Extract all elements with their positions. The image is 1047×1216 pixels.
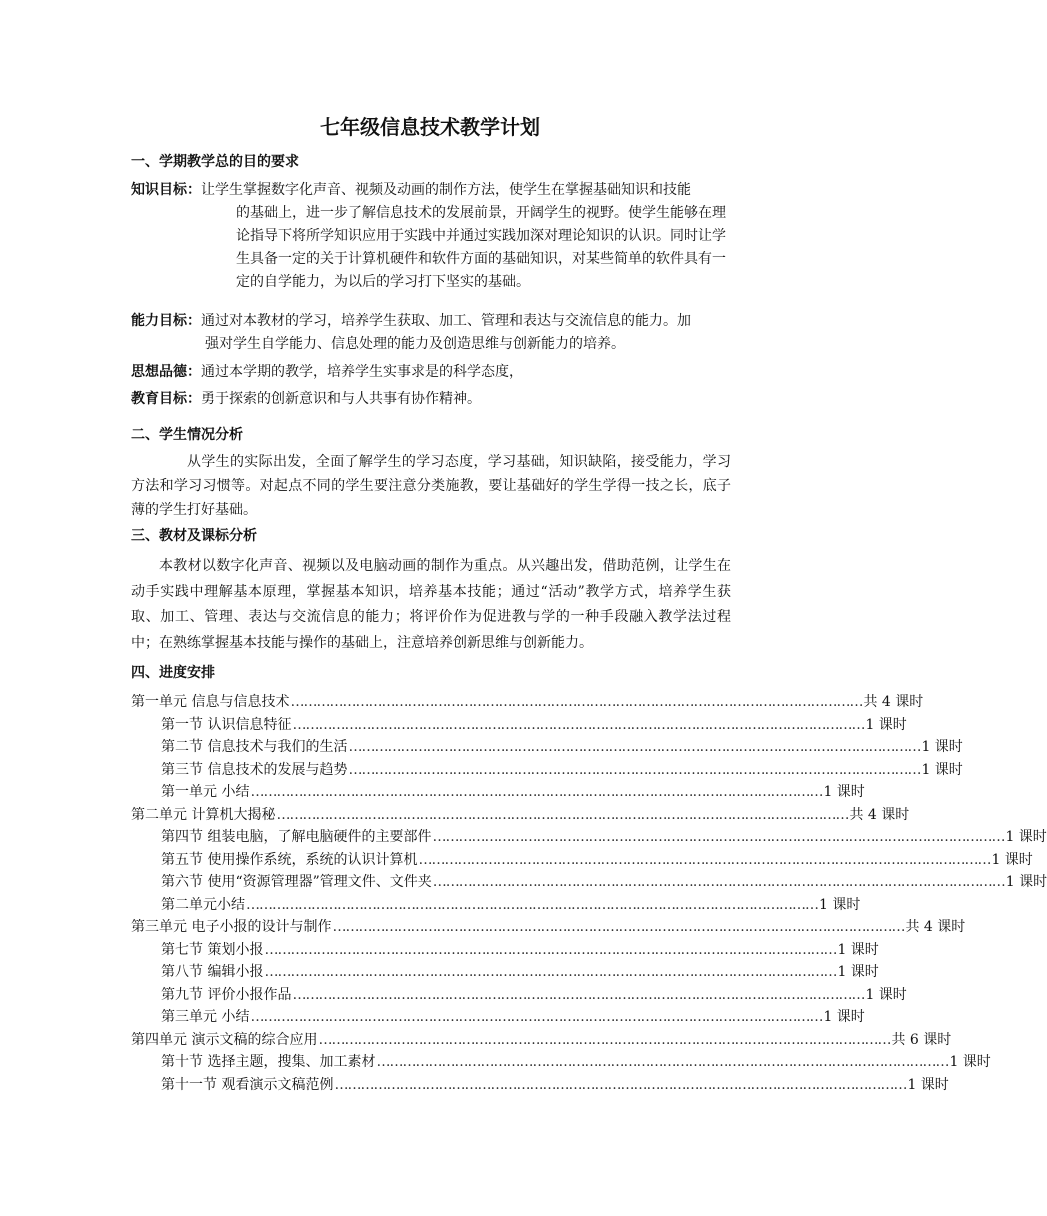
leader-dots: …………………………………………………………………………………………………………………… bbox=[432, 829, 1005, 845]
education-goal bbox=[131, 388, 731, 411]
schedule-item-label: 第四单元 演示文稿的综合应用 bbox=[131, 1031, 318, 1048]
schedule-item-label: 第三单元 电子小报的设计与制作 bbox=[131, 919, 332, 935]
schedule-section-row bbox=[131, 984, 907, 1007]
schedule-item-label: 第一单元 信息与信息技术 bbox=[131, 694, 290, 710]
schedule-item-label: 第三节 信息技术的发展与趋势 bbox=[161, 761, 348, 778]
schedule-item-label: 第三单元 小结 bbox=[161, 1009, 250, 1025]
leader-dots: …………………………………………………………………………………………………………………… bbox=[290, 694, 863, 710]
leader-dots: …………………………………………………………………………………………………………………… bbox=[376, 1054, 949, 1070]
leader-dots: …………………………………………………………………………………………………………………… bbox=[332, 919, 905, 935]
schedule-item-hours: 共 6 课时 bbox=[891, 1031, 952, 1048]
education-goal-text: 勇于探索的创新意识和与人共事有协作精神。 bbox=[201, 391, 481, 407]
leader-dots: …………………………………………………………………………………………………………………… bbox=[418, 851, 991, 868]
schedule-item-label: 第八节 编辑小报 bbox=[161, 964, 264, 980]
schedule-item-hours: 1 课时 bbox=[865, 716, 907, 733]
leader-dots: …………………………………………………………………………………………………………………… bbox=[250, 784, 823, 800]
leader-dots: …………………………………………………………………………………………………………………… bbox=[292, 986, 865, 1003]
section1-heading: 一、学期教学总的目的要求 bbox=[131, 154, 299, 170]
schedule-unit-row bbox=[131, 804, 910, 827]
knowledge-goal-first-line: 让学生掌握数字化声音、视频及动画的制作方法，使学生在掌握基础知识和技能 bbox=[201, 182, 691, 198]
schedule-item-hours: 1 课时 bbox=[1005, 874, 1047, 890]
knowledge-goal bbox=[131, 179, 731, 294]
schedule-item-hours: 1 课时 bbox=[1005, 829, 1047, 845]
knowledge-goal-text: 的基础上，进一步了解信息技术的发展前景，开阔学生的视野。使学生能够在理论指导下将所学知识应用于实践中并通过实践加深对理论知识的认识。同时让学生具备一定的关于计算机硬件和软件方面的基础知识，对某些简单的软件具有一定的自学能力，为以后的学习打下坚实的基础。 bbox=[236, 205, 726, 290]
schedule-item-hours: 1 课时 bbox=[837, 941, 879, 958]
schedule-list bbox=[131, 691, 1047, 1096]
section4-heading: 四、进度安排 bbox=[131, 665, 215, 681]
schedule-section-row bbox=[131, 894, 861, 917]
leader-dots: …………………………………………………………………………………………………………………… bbox=[276, 806, 849, 823]
schedule-section-row bbox=[131, 1051, 991, 1074]
schedule-item-hours: 1 课时 bbox=[837, 964, 879, 980]
section3-paragraph: 本教材以数字化声音、视频以及电脑动画的制作为重点。从兴趣出发，借助范例，让学生在动手实践中理解基本原理，掌握基本知识，培养基本技能；通过“活动”教学方式，培养学生获取、加工、管理、表达与交流信息的能力；将评价作为促进教与学的一种手段融入教学法过程中；在熟练掌握基本技能与操作的基础上，注意培养创新思维与创新能力。 bbox=[131, 558, 731, 651]
schedule-section-row bbox=[131, 849, 1033, 872]
schedule-item-hours: 1 课时 bbox=[921, 761, 963, 778]
ability-goal-label: 能力目标： bbox=[131, 313, 201, 329]
schedule-unit-row bbox=[131, 1029, 952, 1052]
schedule-item-label: 第七节 策划小报 bbox=[161, 941, 264, 958]
education-goal-label: 教育目标： bbox=[131, 391, 201, 407]
schedule-unit-row bbox=[131, 691, 924, 714]
leader-dots: …………………………………………………………………………………………………………………… bbox=[348, 739, 921, 755]
schedule-item-hours: 1 课时 bbox=[907, 1076, 949, 1093]
schedule-section-row bbox=[131, 871, 1047, 894]
schedule-section-row bbox=[131, 759, 963, 782]
schedule-item-label: 第四节 组装电脑，了解电脑硬件的主要部件 bbox=[161, 829, 432, 845]
schedule-section-row bbox=[131, 1074, 949, 1097]
schedule-item-label: 第二单元小结 bbox=[161, 896, 245, 913]
schedule-section-row bbox=[131, 939, 879, 962]
schedule-item-hours: 共 4 课时 bbox=[905, 919, 966, 935]
leader-dots: …………………………………………………………………………………………………………………… bbox=[264, 964, 837, 980]
schedule-section-row bbox=[131, 736, 963, 759]
ability-goal bbox=[131, 310, 731, 356]
schedule-item-hours: 1 课时 bbox=[819, 896, 861, 913]
schedule-item-label: 第五节 使用操作系统，系统的认识计算机 bbox=[161, 851, 418, 868]
schedule-section-row bbox=[131, 714, 907, 737]
schedule-section-row bbox=[131, 781, 865, 804]
schedule-item-label: 第六节 使用“资源管理器”管理文件、文件夹 bbox=[161, 874, 432, 890]
schedule-item-hours: 1 课时 bbox=[991, 851, 1033, 868]
schedule-item-label: 第二单元 计算机大揭秘 bbox=[131, 806, 276, 823]
schedule-item-hours: 1 课时 bbox=[921, 739, 963, 755]
schedule-item-hours: 1 课时 bbox=[949, 1054, 991, 1070]
schedule-unit-row bbox=[131, 916, 966, 939]
document-title: 七年级信息技术教学计划 bbox=[320, 115, 540, 139]
schedule-item-label: 第十一节 观看演示文稿范例 bbox=[161, 1076, 334, 1093]
schedule-item-label: 第一单元 小结 bbox=[161, 784, 250, 800]
knowledge-goal-label: 知识目标： bbox=[131, 182, 201, 198]
leader-dots: …………………………………………………………………………………………………………………… bbox=[432, 874, 1005, 890]
leader-dots: …………………………………………………………………………………………………………………… bbox=[250, 1009, 823, 1025]
schedule-item-label: 第十节 选择主题，搜集、加工素材 bbox=[161, 1054, 376, 1070]
moral-goal-text: 通过本学期的教学，培养学生实事求是的科学态度， bbox=[201, 364, 523, 380]
leader-dots: …………………………………………………………………………………………………………………… bbox=[264, 941, 837, 958]
schedule-item-hours: 1 课时 bbox=[865, 986, 907, 1003]
schedule-item-hours: 1 课时 bbox=[823, 1009, 865, 1025]
schedule-item-label: 第二节 信息技术与我们的生活 bbox=[161, 739, 348, 755]
schedule-item-hours: 共 4 课时 bbox=[849, 806, 910, 823]
schedule-item-hours: 1 课时 bbox=[823, 784, 865, 800]
moral-goal bbox=[131, 361, 731, 384]
section3-heading: 三、教材及课标分析 bbox=[131, 528, 257, 544]
schedule-section-row bbox=[131, 826, 1047, 849]
section2-heading: 二、学生情况分析 bbox=[131, 427, 243, 443]
section2-paragraph: 从学生的实际出发，全面了解学生的学习态度，学习基础，知识缺陷，接受能力，学习方法和学习习惯等。对起点不同的学生要注意分类施教，要让基础好的学生学得一技之长，底子薄的学生打好基础。 bbox=[131, 454, 731, 518]
leader-dots: …………………………………………………………………………………………………………………… bbox=[318, 1031, 891, 1048]
ability-goal-text: 强对学生自学能力、信息处理的能力及创造思维与创新能力的培养。 bbox=[205, 336, 625, 352]
leader-dots: …………………………………………………………………………………………………………………… bbox=[334, 1076, 907, 1093]
moral-goal-label: 思想品德： bbox=[131, 364, 201, 380]
leader-dots: …………………………………………………………………………………………………………………… bbox=[348, 761, 921, 778]
ability-goal-first-line: 通过对本教材的学习，培养学生获取、加工、管理和表达与交流信息的能力。加 bbox=[201, 313, 691, 329]
leader-dots: …………………………………………………………………………………………………………………… bbox=[246, 896, 818, 913]
schedule-item-label: 第一节 认识信息特征 bbox=[161, 716, 292, 733]
schedule-section-row bbox=[131, 1006, 865, 1029]
schedule-item-hours: 共 4 课时 bbox=[863, 694, 924, 710]
leader-dots: …………………………………………………………………………………………………………………… bbox=[292, 716, 865, 733]
schedule-item-label: 第九节 评价小报作品 bbox=[161, 986, 292, 1003]
schedule-section-row bbox=[131, 961, 879, 984]
